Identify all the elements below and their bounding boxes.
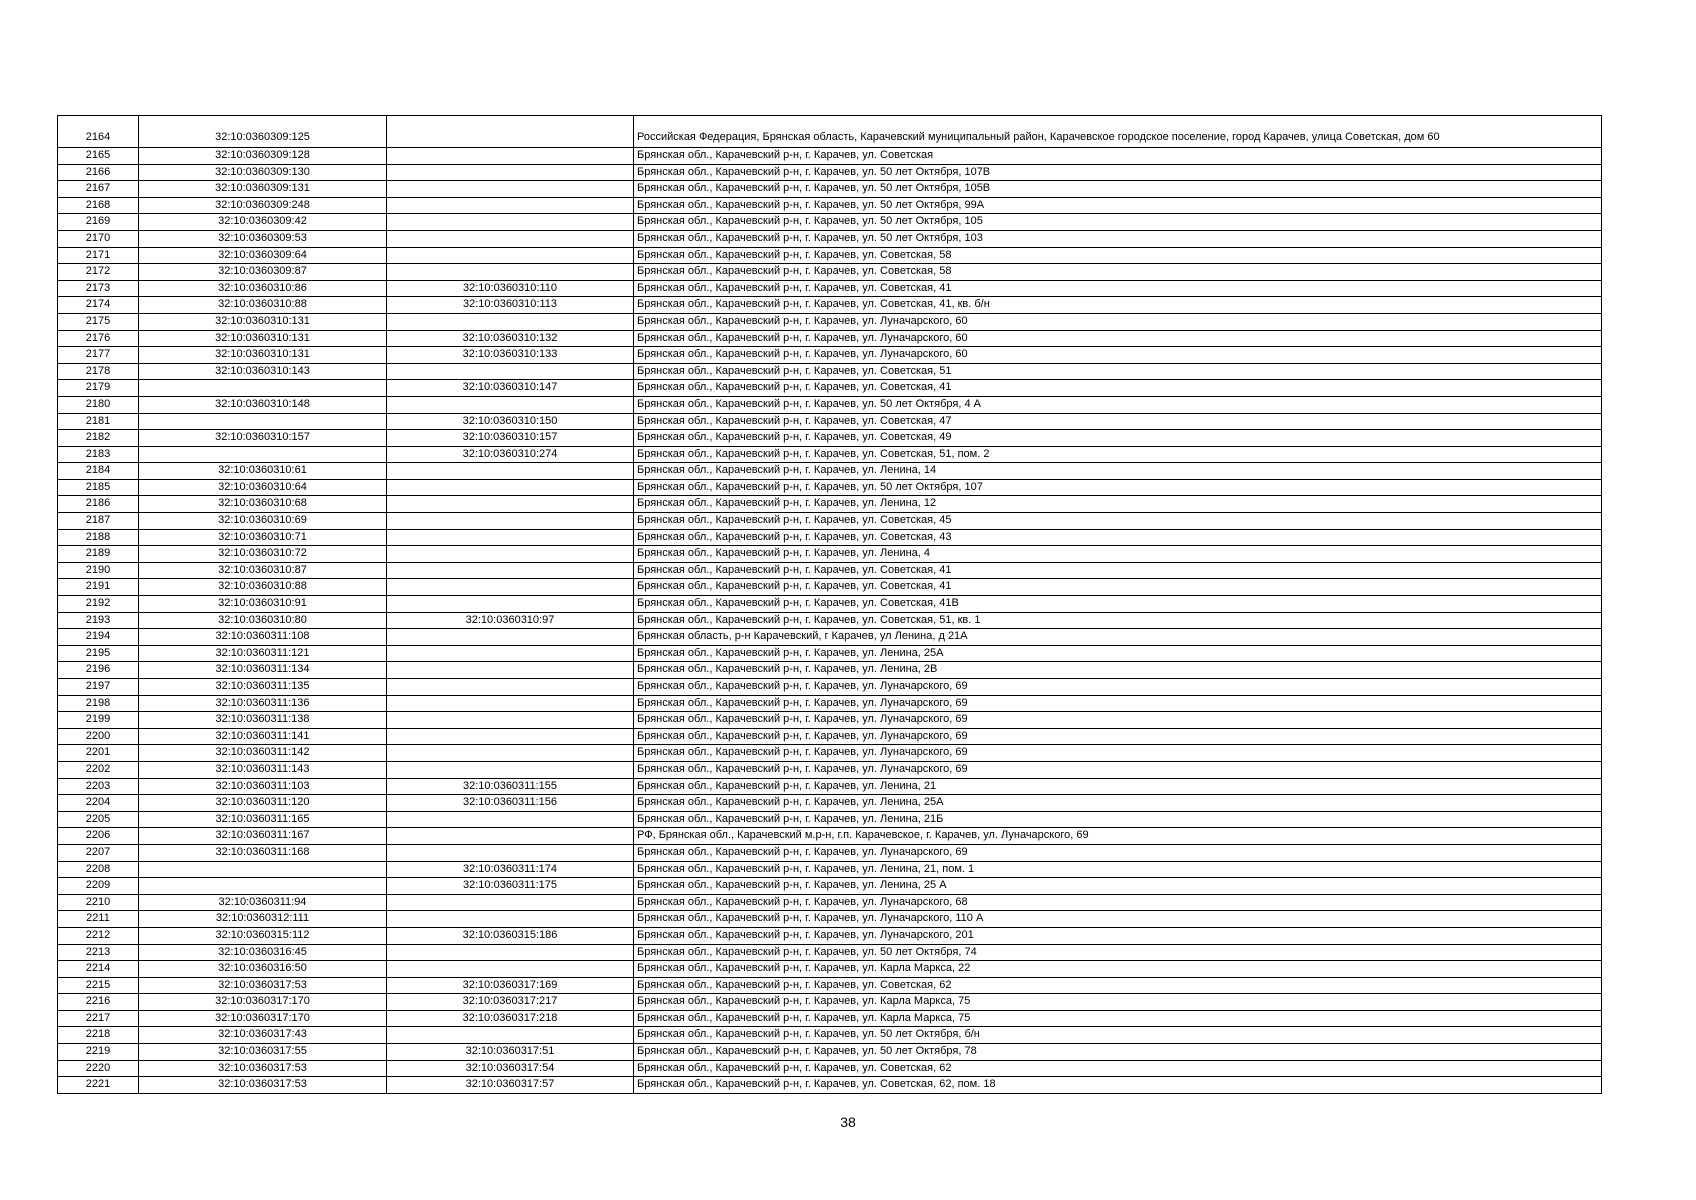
related-cadastral-number-cell: 32:10:0360310:150 (387, 413, 634, 430)
table-row (58, 330, 1602, 347)
cadastral-number-cell: 32:10:0360309:125 (139, 116, 387, 148)
related-cadastral-number-cell: 32:10:0360311:155 (387, 778, 634, 795)
cadastral-number-cell: 32:10:0360317:43 (139, 1027, 387, 1044)
address-cell: Брянская обл., Карачевский р-н, г. Карачев, ул. 50 лет Октября, 4 А (634, 396, 1602, 413)
cadastral-number-cell: 32:10:0360311:120 (139, 795, 387, 812)
related-cadastral-number-cell: 32:10:0360310:157 (387, 430, 634, 447)
row-number-cell: 2184 (58, 463, 139, 480)
cadastral-number-cell (139, 413, 387, 430)
related-cadastral-number-cell (387, 695, 634, 712)
address-cell: Брянская обл., Карачевский р-н, г. Карачев, ул. Советская, 51 (634, 363, 1602, 380)
address-cell: Брянская обл., Карачевский р-н, г. Карачев, ул. Советская, 41 (634, 579, 1602, 596)
address-cell: Брянская обл., Карачевский р-н, г. Карачев, ул. Советская, 62, пом. 18 (634, 1077, 1602, 1094)
related-cadastral-number-cell (387, 463, 634, 480)
address-cell: Брянская обл., Карачевский р-н, г. Карачев, ул. Советская, 43 (634, 529, 1602, 546)
registry-table-body (58, 116, 1602, 1094)
cadastral-number-cell: 32:10:0360311:138 (139, 712, 387, 729)
row-number-cell: 2209 (58, 878, 139, 895)
row-number-cell: 2189 (58, 546, 139, 563)
related-cadastral-number-cell: 32:10:0360311:174 (387, 861, 634, 878)
row-number-cell: 2197 (58, 679, 139, 696)
cadastral-number-cell: 32:10:0360311:167 (139, 828, 387, 845)
cadastral-number-cell: 32:10:0360316:50 (139, 961, 387, 978)
related-cadastral-number-cell (387, 148, 634, 165)
related-cadastral-number-cell (387, 728, 634, 745)
row-number-cell: 2187 (58, 513, 139, 530)
related-cadastral-number-cell: 32:10:0360317:217 (387, 994, 634, 1011)
cadastral-number-cell: 32:10:0360310:88 (139, 297, 387, 314)
table-row (58, 778, 1602, 795)
row-number-cell: 2185 (58, 479, 139, 496)
cadastral-number-cell: 32:10:0360317:53 (139, 977, 387, 994)
address-cell: Брянская обл., Карачевский р-н, г. Карачев, ул. Луначарского, 68 (634, 894, 1602, 911)
cadastral-number-cell: 32:10:0360309:87 (139, 264, 387, 281)
address-cell: Брянская обл., Карачевский р-н, г. Карачев, ул. 50 лет Октября, б/н (634, 1027, 1602, 1044)
table-row (58, 1077, 1602, 1094)
table-row (58, 761, 1602, 778)
table-row (58, 363, 1602, 380)
row-number-cell: 2202 (58, 761, 139, 778)
cadastral-number-cell: 32:10:0360309:53 (139, 230, 387, 247)
row-number-cell: 2188 (58, 529, 139, 546)
related-cadastral-number-cell (387, 513, 634, 530)
address-cell: Брянская обл., Карачевский р-н, г. Карачев, ул. Советская, 51, пом. 2 (634, 446, 1602, 463)
address-cell: Брянская обл., Карачевский р-н, г. Карачев, ул. Луначарского, 69 (634, 745, 1602, 762)
table-row (58, 927, 1602, 944)
cadastral-number-cell: 32:10:0360317:55 (139, 1044, 387, 1061)
table-row (58, 264, 1602, 281)
row-number-cell: 2218 (58, 1027, 139, 1044)
related-cadastral-number-cell (387, 164, 634, 181)
row-number-cell: 2196 (58, 662, 139, 679)
table-row (58, 861, 1602, 878)
cadastral-number-cell: 32:10:0360311:168 (139, 844, 387, 861)
table-row (58, 148, 1602, 165)
table-row (58, 612, 1602, 629)
related-cadastral-number-cell (387, 645, 634, 662)
cadastral-number-cell: 32:10:0360310:91 (139, 596, 387, 613)
address-cell: Брянская обл., Карачевский р-н, г. Карачев, ул. 50 лет Октября, 105В (634, 181, 1602, 198)
related-cadastral-number-cell (387, 197, 634, 214)
address-cell: Брянская обл., Карачевский р-н, г. Карачев, ул. Ленина, 25А (634, 795, 1602, 812)
table-row (58, 247, 1602, 264)
row-number-cell: 2172 (58, 264, 139, 281)
table-row (58, 529, 1602, 546)
related-cadastral-number-cell (387, 679, 634, 696)
cadastral-number-cell: 32:10:0360311:136 (139, 695, 387, 712)
table-row (58, 662, 1602, 679)
row-number-cell: 2182 (58, 430, 139, 447)
address-cell: Брянская обл., Карачевский р-н, г. Карачев, ул. Луначарского, 69 (634, 712, 1602, 729)
address-cell: Брянская обл., Карачевский р-н, г. Карачев, ул. 50 лет Октября, 103 (634, 230, 1602, 247)
row-number-cell: 2179 (58, 380, 139, 397)
related-cadastral-number-cell (387, 1027, 634, 1044)
related-cadastral-number-cell: 32:10:0360310:132 (387, 330, 634, 347)
row-number-cell: 2192 (58, 596, 139, 613)
table-row (58, 214, 1602, 231)
related-cadastral-number-cell (387, 264, 634, 281)
address-cell: Брянская обл., Карачевский р-н, г. Карачев, ул. Луначарского, 69 (634, 844, 1602, 861)
row-number-cell: 2171 (58, 247, 139, 264)
row-number-cell: 2215 (58, 977, 139, 994)
address-cell: Брянская обл., Карачевский р-н, г. Карачев, ул. Карла Маркса, 75 (634, 994, 1602, 1011)
cadastral-number-cell: 32:10:0360311:141 (139, 728, 387, 745)
row-number-cell: 2190 (58, 562, 139, 579)
related-cadastral-number-cell: 32:10:0360311:156 (387, 795, 634, 812)
address-cell: Брянская обл., Карачевский р-н, г. Карачев, ул. 50 лет Октября, 107 (634, 479, 1602, 496)
row-number-cell: 2178 (58, 363, 139, 380)
address-cell: РФ, Брянская обл., Карачевский м.р-н, г.п. Карачевское, г. Карачев, ул. Луначарского, 69 (634, 828, 1602, 845)
related-cadastral-number-cell (387, 214, 634, 231)
related-cadastral-number-cell: 32:10:0360310:274 (387, 446, 634, 463)
address-cell: Брянская обл., Карачевский р-н, г. Карачев, ул. Советская, 47 (634, 413, 1602, 430)
address-cell: Брянская обл., Карачевский р-н, г. Карачев, ул. Советская, 41 (634, 562, 1602, 579)
related-cadastral-number-cell (387, 363, 634, 380)
related-cadastral-number-cell (387, 596, 634, 613)
address-cell: Брянская обл., Карачевский р-н, г. Карачев, ул. 50 лет Октября, 99А (634, 197, 1602, 214)
related-cadastral-number-cell (387, 230, 634, 247)
cadastral-number-cell: 32:10:0360310:61 (139, 463, 387, 480)
table-row (58, 496, 1602, 513)
table-row (58, 728, 1602, 745)
row-number-cell: 2198 (58, 695, 139, 712)
table-row (58, 297, 1602, 314)
table-row (58, 347, 1602, 364)
address-cell: Брянская обл., Карачевский р-н, г. Карачев, ул. Ленина, 2В (634, 662, 1602, 679)
related-cadastral-number-cell (387, 529, 634, 546)
cadastral-number-cell: 32:10:0360311:135 (139, 679, 387, 696)
row-number-cell: 2167 (58, 181, 139, 198)
cadastral-number-cell: 32:10:0360312:111 (139, 911, 387, 928)
row-number-cell: 2212 (58, 927, 139, 944)
address-cell: Брянская обл., Карачевский р-н, г. Карачев, ул. Ленина, 12 (634, 496, 1602, 513)
related-cadastral-number-cell (387, 562, 634, 579)
cadastral-number-cell: 32:10:0360316:45 (139, 944, 387, 961)
row-number-cell: 2181 (58, 413, 139, 430)
table-row (58, 380, 1602, 397)
row-number-cell: 2207 (58, 844, 139, 861)
address-cell: Брянская обл., Карачевский р-н, г. Карачев, ул. Ленина, 21Б (634, 811, 1602, 828)
row-number-cell: 2208 (58, 861, 139, 878)
related-cadastral-number-cell: 32:10:0360317:51 (387, 1044, 634, 1061)
table-row (58, 811, 1602, 828)
table-row (58, 181, 1602, 198)
cadastral-number-cell: 32:10:0360310:72 (139, 546, 387, 563)
row-number-cell: 2219 (58, 1044, 139, 1061)
related-cadastral-number-cell (387, 761, 634, 778)
address-cell: Брянская обл., Карачевский р-н, г. Карачев, ул. Луначарского, 69 (634, 761, 1602, 778)
table-row (58, 695, 1602, 712)
cadastral-number-cell (139, 861, 387, 878)
table-row (58, 430, 1602, 447)
row-number-cell: 2213 (58, 944, 139, 961)
related-cadastral-number-cell (387, 911, 634, 928)
cadastral-number-cell: 32:10:0360309:130 (139, 164, 387, 181)
related-cadastral-number-cell (387, 247, 634, 264)
registry-table (57, 115, 1602, 1094)
table-row (58, 463, 1602, 480)
address-cell: Брянская обл., Карачевский р-н, г. Карачев, ул. Карла Маркса, 75 (634, 1010, 1602, 1027)
address-cell: Брянская обл., Карачевский р-н, г. Карачев, ул. Луначарского, 201 (634, 927, 1602, 944)
cadastral-number-cell: 32:10:0360310:87 (139, 562, 387, 579)
table-row (58, 280, 1602, 297)
cadastral-number-cell: 32:10:0360310:157 (139, 430, 387, 447)
related-cadastral-number-cell: 32:10:0360310:133 (387, 347, 634, 364)
cadastral-number-cell: 32:10:0360317:53 (139, 1077, 387, 1094)
table-row (58, 396, 1602, 413)
cadastral-number-cell: 32:10:0360309:128 (139, 148, 387, 165)
address-cell: Брянская обл., Карачевский р-н, г. Карачев, ул. Луначарского, 69 (634, 679, 1602, 696)
table-row (58, 894, 1602, 911)
address-cell: Брянская обл., Карачевский р-н, г. Карачев, ул. Луначарского, 60 (634, 330, 1602, 347)
cadastral-number-cell: 32:10:0360315:112 (139, 927, 387, 944)
address-cell: Брянская обл., Карачевский р-н, г. Карачев, ул. 50 лет Октября, 78 (634, 1044, 1602, 1061)
table-row (58, 944, 1602, 961)
cadastral-number-cell: 32:10:0360309:248 (139, 197, 387, 214)
cadastral-number-cell: 32:10:0360311:103 (139, 778, 387, 795)
cadastral-number-cell: 32:10:0360311:121 (139, 645, 387, 662)
address-cell: Брянская обл., Карачевский р-н, г. Карачев, ул. Ленина, 25 А (634, 878, 1602, 895)
table-row (58, 313, 1602, 330)
cadastral-number-cell: 32:10:0360311:94 (139, 894, 387, 911)
related-cadastral-number-cell: 32:10:0360317:218 (387, 1010, 634, 1027)
row-number-cell: 2220 (58, 1060, 139, 1077)
cadastral-number-cell: 32:10:0360310:64 (139, 479, 387, 496)
cadastral-number-cell: 32:10:0360310:80 (139, 612, 387, 629)
row-number-cell: 2168 (58, 197, 139, 214)
row-number-cell: 2174 (58, 297, 139, 314)
table-row (58, 645, 1602, 662)
cadastral-number-cell: 32:10:0360317:170 (139, 1010, 387, 1027)
cadastral-number-cell: 32:10:0360311:134 (139, 662, 387, 679)
related-cadastral-number-cell: 32:10:0360315:186 (387, 927, 634, 944)
row-number-cell: 2214 (58, 961, 139, 978)
related-cadastral-number-cell: 32:10:0360310:110 (387, 280, 634, 297)
address-cell: Брянская обл., Карачевский р-н, г. Карачев, ул. Советская, 45 (634, 513, 1602, 530)
address-cell: Брянская обл., Карачевский р-н, г. Карачев, ул. Ленина, 21, пом. 1 (634, 861, 1602, 878)
address-cell: Брянская обл., Карачевский р-н, г. Карачев, ул. Советская, 49 (634, 430, 1602, 447)
address-cell: Брянская обл., Карачевский р-н, г. Карачев, ул. Советская, 41В (634, 596, 1602, 613)
table-row (58, 579, 1602, 596)
related-cadastral-number-cell (387, 181, 634, 198)
cadastral-number-cell: 32:10:0360309:64 (139, 247, 387, 264)
table-row (58, 1027, 1602, 1044)
row-number-cell: 2186 (58, 496, 139, 513)
table-row (58, 745, 1602, 762)
row-number-cell: 2180 (58, 396, 139, 413)
related-cadastral-number-cell (387, 479, 634, 496)
table-row (58, 795, 1602, 812)
table-row (58, 413, 1602, 430)
row-number-cell: 2177 (58, 347, 139, 364)
table-row (58, 1060, 1602, 1077)
page-number: 38 (840, 1114, 856, 1130)
row-number-cell: 2216 (58, 994, 139, 1011)
address-cell: Брянская обл., Карачевский р-н, г. Карачев, ул. Луначарского, 60 (634, 313, 1602, 330)
address-cell: Брянская обл., Карачевский р-н, г. Карачев, ул. Луначарского, 69 (634, 728, 1602, 745)
cadastral-number-cell: 32:10:0360311:108 (139, 629, 387, 646)
related-cadastral-number-cell (387, 496, 634, 513)
address-cell: Брянская обл., Карачевский р-н, г. Карачев, ул. Ленина, 14 (634, 463, 1602, 480)
related-cadastral-number-cell (387, 313, 634, 330)
address-cell: Брянская обл., Карачевский р-н, г. Карачев, ул. Ленина, 21 (634, 778, 1602, 795)
address-cell: Брянская обл., Карачевский р-н, г. Карачев, ул. Советская, 41 (634, 280, 1602, 297)
cadastral-number-cell: 32:10:0360310:143 (139, 363, 387, 380)
cadastral-number-cell (139, 380, 387, 397)
related-cadastral-number-cell (387, 844, 634, 861)
address-cell: Брянская обл., Карачевский р-н, г. Карачев, ул. 50 лет Октября, 74 (634, 944, 1602, 961)
row-number-cell: 2221 (58, 1077, 139, 1094)
cadastral-number-cell: 32:10:0360311:142 (139, 745, 387, 762)
cadastral-number-cell: 32:10:0360310:131 (139, 330, 387, 347)
related-cadastral-number-cell: 32:10:0360317:169 (387, 977, 634, 994)
table-row (58, 844, 1602, 861)
row-number-cell: 2205 (58, 811, 139, 828)
row-number-cell: 2191 (58, 579, 139, 596)
cadastral-number-cell: 32:10:0360311:165 (139, 811, 387, 828)
table-row (58, 994, 1602, 1011)
related-cadastral-number-cell (387, 811, 634, 828)
related-cadastral-number-cell: 32:10:0360317:57 (387, 1077, 634, 1094)
related-cadastral-number-cell (387, 944, 634, 961)
row-number-cell: 2200 (58, 728, 139, 745)
table-row (58, 961, 1602, 978)
cadastral-number-cell (139, 446, 387, 463)
table-row (58, 446, 1602, 463)
table-row (58, 546, 1602, 563)
row-number-cell: 2211 (58, 911, 139, 928)
cadastral-number-cell: 32:10:0360310:71 (139, 529, 387, 546)
address-cell: Брянская обл., Карачевский р-н, г. Карачев, ул. Советская (634, 148, 1602, 165)
row-number-cell: 2194 (58, 629, 139, 646)
address-cell: Брянская обл., Карачевский р-н, г. Карачев, ул. Советская, 51, кв. 1 (634, 612, 1602, 629)
related-cadastral-number-cell (387, 894, 634, 911)
cadastral-number-cell: 32:10:0360317:170 (139, 994, 387, 1011)
related-cadastral-number-cell (387, 828, 634, 845)
row-number-cell: 2193 (58, 612, 139, 629)
table-row (58, 1010, 1602, 1027)
cadastral-number-cell: 32:10:0360309:42 (139, 214, 387, 231)
related-cadastral-number-cell: 32:10:0360310:113 (387, 297, 634, 314)
row-number-cell: 2195 (58, 645, 139, 662)
row-number-cell: 2165 (58, 148, 139, 165)
table-row (58, 164, 1602, 181)
related-cadastral-number-cell (387, 712, 634, 729)
address-cell: Брянская обл., Карачевский р-н, г. Карачев, ул. 50 лет Октября, 105 (634, 214, 1602, 231)
row-number-cell: 2204 (58, 795, 139, 812)
cadastral-number-cell: 32:10:0360310:69 (139, 513, 387, 530)
related-cadastral-number-cell (387, 579, 634, 596)
related-cadastral-number-cell (387, 546, 634, 563)
cadastral-number-cell: 32:10:0360310:68 (139, 496, 387, 513)
cadastral-number-cell (139, 878, 387, 895)
cadastral-number-cell: 32:10:0360309:131 (139, 181, 387, 198)
row-number-cell: 2175 (58, 313, 139, 330)
row-number-cell: 2210 (58, 894, 139, 911)
cadastral-number-cell: 32:10:0360310:131 (139, 347, 387, 364)
related-cadastral-number-cell: 32:10:0360317:54 (387, 1060, 634, 1077)
table-row (58, 977, 1602, 994)
row-number-cell: 2217 (58, 1010, 139, 1027)
address-cell: Брянская обл., Карачевский р-н, г. Карачев, ул. 50 лет Октября, 107В (634, 164, 1602, 181)
address-cell: Брянская область, р-н Карачевский, г Карачев, ул Ленина, д 21А (634, 629, 1602, 646)
row-number-cell: 2169 (58, 214, 139, 231)
cadastral-number-cell: 32:10:0360311:143 (139, 761, 387, 778)
address-cell: Брянская обл., Карачевский р-н, г. Карачев, ул. Луначарского, 110 А (634, 911, 1602, 928)
row-number-cell: 2170 (58, 230, 139, 247)
cadastral-number-cell: 32:10:0360310:88 (139, 579, 387, 596)
related-cadastral-number-cell (387, 961, 634, 978)
row-number-cell: 2164 (58, 116, 139, 148)
address-cell: Брянская обл., Карачевский р-н, г. Карачев, ул. Советская, 58 (634, 264, 1602, 281)
related-cadastral-number-cell (387, 745, 634, 762)
address-cell: Брянская обл., Карачевский р-н, г. Карачев, ул. Ленина, 25А (634, 645, 1602, 662)
table-row (58, 596, 1602, 613)
address-cell: Российская Федерация, Брянская область, Карачевский муниципальный район, Карачевское городское поселение, город Карачев, улица Советская, дом 60 (634, 116, 1602, 148)
address-cell: Брянская обл., Карачевский р-н, г. Карачев, ул. Советская, 58 (634, 247, 1602, 264)
address-cell: Брянская обл., Карачевский р-н, г. Карачев, ул. Ленина, 4 (634, 546, 1602, 563)
table-row (58, 712, 1602, 729)
related-cadastral-number-cell (387, 116, 634, 148)
address-cell: Брянская обл., Карачевский р-н, г. Карачев, ул. Советская, 41, кв. б/н (634, 297, 1602, 314)
address-cell: Брянская обл., Карачевский р-н, г. Карачев, ул. Карла Маркса, 22 (634, 961, 1602, 978)
table-row (58, 197, 1602, 214)
row-number-cell: 2183 (58, 446, 139, 463)
cadastral-number-cell: 32:10:0360310:131 (139, 313, 387, 330)
row-number-cell: 2206 (58, 828, 139, 845)
row-number-cell: 2199 (58, 712, 139, 729)
row-number-cell: 2173 (58, 280, 139, 297)
table-row (58, 679, 1602, 696)
row-number-cell: 2203 (58, 778, 139, 795)
cadastral-number-cell: 32:10:0360317:53 (139, 1060, 387, 1077)
table-row (58, 562, 1602, 579)
cadastral-number-cell: 32:10:0360310:86 (139, 280, 387, 297)
table-row (58, 116, 1602, 148)
row-number-cell: 2176 (58, 330, 139, 347)
table-row (58, 878, 1602, 895)
row-number-cell: 2201 (58, 745, 139, 762)
related-cadastral-number-cell (387, 629, 634, 646)
table-row (58, 828, 1602, 845)
address-cell: Брянская обл., Карачевский р-н, г. Карачев, ул. Советская, 62 (634, 1060, 1602, 1077)
address-cell: Брянская обл., Карачевский р-н, г. Карачев, ул. Луначарского, 60 (634, 347, 1602, 364)
row-number-cell: 2166 (58, 164, 139, 181)
table-row (58, 911, 1602, 928)
table-row (58, 513, 1602, 530)
address-cell: Брянская обл., Карачевский р-н, г. Карачев, ул. Луначарского, 69 (634, 695, 1602, 712)
address-cell: Брянская обл., Карачевский р-н, г. Карачев, ул. Советская, 41 (634, 380, 1602, 397)
related-cadastral-number-cell (387, 662, 634, 679)
related-cadastral-number-cell (387, 396, 634, 413)
table-row (58, 1044, 1602, 1061)
cadastral-number-cell: 32:10:0360310:148 (139, 396, 387, 413)
table-row (58, 479, 1602, 496)
table-row (58, 230, 1602, 247)
address-cell: Брянская обл., Карачевский р-н, г. Карачев, ул. Советская, 62 (634, 977, 1602, 994)
related-cadastral-number-cell: 32:10:0360311:175 (387, 878, 634, 895)
related-cadastral-number-cell: 32:10:0360310:147 (387, 380, 634, 397)
related-cadastral-number-cell: 32:10:0360310:97 (387, 612, 634, 629)
table-row (58, 629, 1602, 646)
